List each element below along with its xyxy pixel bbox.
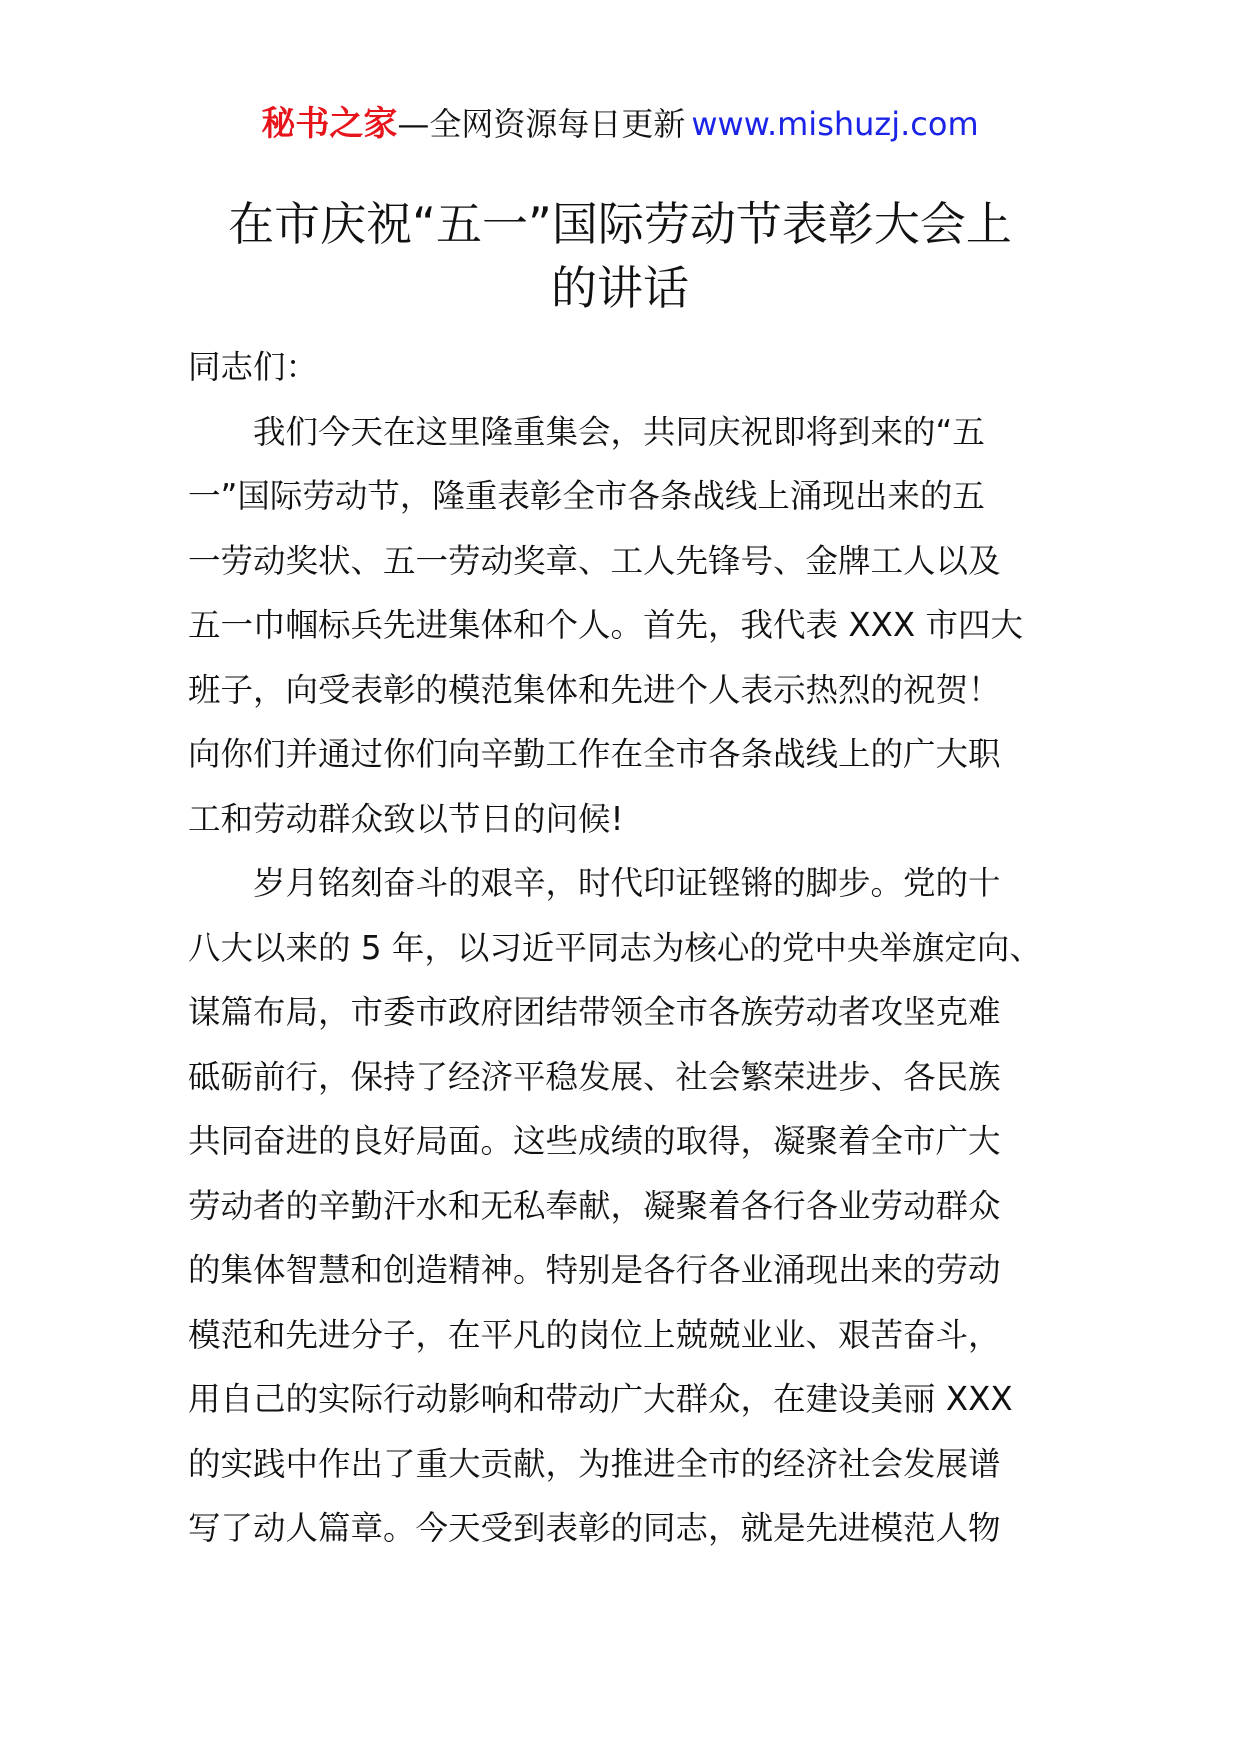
paragraph-1 [188, 400, 1068, 852]
paragraph-line: 一”国际劳动节，隆重表彰全市各条战线上涌现出来的五 [188, 477, 985, 515]
header-tagline: —全网资源每日更新 [397, 105, 686, 143]
paragraph-2 [188, 851, 1068, 1561]
site-url-link[interactable]: www.mishuzj.com [691, 105, 979, 143]
paragraph-line: 工和劳动群众致以节日的问候! [188, 799, 624, 838]
paragraph-line: 谋篇布局，市委市政府团结带领全市各族劳动者攻坚克难 [188, 993, 1001, 1031]
salutation: 同志们： [188, 348, 319, 386]
paragraph-line: 模范和先进分子，在平凡的岗位上兢兢业业、艰苦奋斗， [188, 1315, 1001, 1354]
paragraph-line: 八大以来的 5 年，以习近平同志为核心的党中央举旗定向、 [188, 928, 1042, 967]
paragraph-line: 写了动人篇章。今天受到表彰的同志，就是先进模范人物 [188, 1509, 1001, 1547]
brand-name: 秘书之家 [261, 104, 398, 144]
paragraph-line: 用自己的实际行动影响和带动广大群众，在建设美丽 XXX [188, 1380, 1013, 1418]
paragraph-line: 砥砺前行，保持了经济平稳发展、社会繁荣进步、各民族 [188, 1057, 1001, 1096]
paragraph-line: 一劳动奖状、五一劳动奖章、工人先锋号、金牌工人以及 [188, 541, 1001, 580]
title-line-1: 在市庆祝“五一”国际劳动节表彰大会上 [228, 197, 1012, 251]
site-header [0, 100, 1240, 148]
title-line-2: 的讲话 [551, 261, 689, 315]
paragraph-line: 岁月铭刻奋斗的艰辛，时代印证铿锵的脚步。党的十 [253, 864, 1001, 902]
paragraph-line: 五一巾帼标兵先进集体和个人。首先，我代表 XXX 市四大 [188, 606, 1023, 644]
document-title [150, 192, 1090, 320]
paragraph-line: 的集体智慧和创造精神。特别是各行各业涌现出来的劳动 [188, 1251, 1001, 1289]
paragraph-line: 的实践中作出了重大贡献，为推进全市的经济社会发展谱 [188, 1444, 1001, 1483]
paragraph-line: 共同奋进的良好局面。这些成绩的取得，凝聚着全市广大 [188, 1122, 1001, 1160]
speech-body [188, 335, 1068, 1561]
paragraph-line: 我们今天在这里隆重集会，共同庆祝即将到来的“五 [253, 412, 985, 451]
paragraph-line: 向你们并通过你们向辛勤工作在全市各条战线上的广大职 [188, 735, 1001, 773]
paragraph-line: 劳动者的辛勤汗水和无私奉献，凝聚着各行各业劳动群众 [188, 1186, 1001, 1225]
paragraph-line: 班子，向受表彰的模范集体和先进个人表示热烈的祝贺！ [188, 670, 1001, 709]
